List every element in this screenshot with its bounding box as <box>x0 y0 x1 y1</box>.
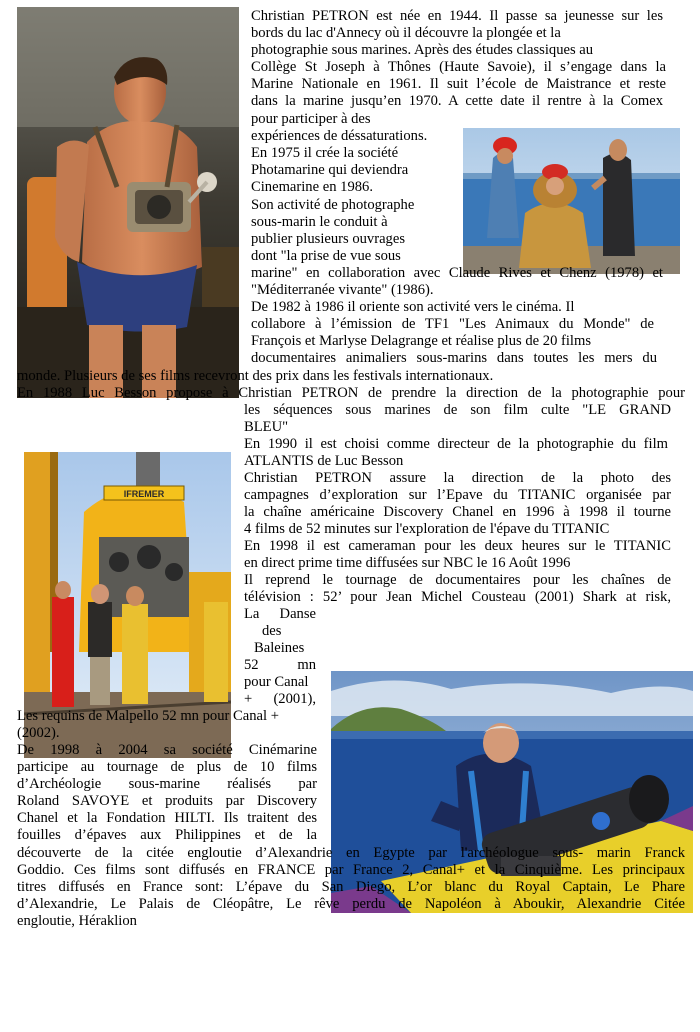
text-line: collabore à l’émission de TF1 "Les Animaux du Monde" de <box>251 316 654 332</box>
text-line: la chaîne américaine Discovery Chanel en 1996 à 1998 il tourne <box>244 504 671 520</box>
text-line: expériences de déssaturations. <box>251 128 428 144</box>
text-line: Baleines <box>254 640 305 656</box>
text-line: dans la marine jusqu’en 1970. A cette date il rentre à la Comex <box>251 93 663 109</box>
text-line: En 1990 il est choisi comme directeur de la photographie du film <box>244 436 668 452</box>
text-line: François et Marlyse Delagrange et réalise plus de 20 films <box>251 333 592 349</box>
text-line: bords du lac d'Annecy où il découvre la plongée et la <box>251 25 561 41</box>
text-line: En 1988 Luc Besson propose à Christian PETRON de prendre la direction de la photographie pour <box>17 385 685 401</box>
text-line: 4 films de 52 minutes sur l'exploration de l'épave du TITANIC <box>244 521 610 537</box>
text-line: les séquences sous marines de son film culte "LE GRAND <box>244 402 671 418</box>
text-line: Photamarine qui deviendra <box>251 162 409 178</box>
text-line: Roland SAVOYE et produits par Discovery <box>17 793 317 809</box>
text-line: Christian PETRON est née en 1944. Il passe sa jeunesse sur les <box>251 8 663 24</box>
text-line: monde. Plusieurs de ses films recevront des prix dans les festivals internationaux. <box>17 368 494 384</box>
text-line: campagnes d’exploration sur l’Epave du TITANIC organisée par <box>244 487 671 503</box>
text-line: Goddio. Ces films sont diffusés en FRANCE par France 2, Canal+ et la Cinquième. Les principaux <box>17 862 685 878</box>
text-line: (2002). <box>17 725 60 741</box>
text-line: + (2001), <box>244 691 316 707</box>
text-line: En 1975 il crée la société <box>251 145 399 161</box>
text-line: des <box>262 623 282 639</box>
text-line: En 1998 il est cameraman pour les deux heures sur le TITANIC <box>244 538 671 554</box>
text-line: en direct prime time diffusées sur NBC le 16 Août 1996 <box>244 555 571 571</box>
text-line: photographie sous marines. Après des études classiques au <box>251 42 594 58</box>
text-line: Chanel et la Fondation HILTI. Ils traitent des <box>17 810 317 826</box>
text-line: publier plusieurs ouvrages <box>251 231 406 247</box>
text-line: participe au tournage de plus de 10 films <box>17 759 317 775</box>
text-line: titres diffusés en France sont: L’épave du San Diego, L’or blanc du Royal Captain, Le Phare <box>17 879 685 895</box>
text-line: Son activité de photographe <box>251 197 415 213</box>
text-line: La Danse <box>244 606 316 622</box>
text-line: d’Alexandrie, Le Palais de Cléopâtre, Le rêve perdu de Napoléon à Aboukir, Alexandrie Citée <box>17 896 685 912</box>
text-line: sous-marin le conduit à <box>251 214 388 230</box>
text-line: De 1998 à 2004 sa société Cinémarine <box>17 742 317 758</box>
text-line: Les requins de Malpello 52 mn pour Canal + <box>17 708 279 724</box>
text-line: 52 mn <box>244 657 316 673</box>
text-line: Il reprend le tournage de documentaires pour les chaînes de <box>244 572 671 588</box>
text-line: BLEU" <box>244 419 289 435</box>
text-line: engloutie, Héraklion <box>17 913 137 929</box>
text-line: pour Canal <box>244 674 309 690</box>
text-line: documentaires animaliers sous-marins dans toutes les mers du <box>251 350 657 366</box>
ifremer-label: IFREMER <box>123 489 165 499</box>
diving-suit-photo <box>463 128 680 274</box>
text-line: Marine Nationale en 1961. Il suit l’école de Maistrance et reste <box>251 76 666 92</box>
text-line: dont "la prise de vue sous <box>251 248 401 264</box>
text-line: télévision : 52’ pour Jean Michel Cousteau (2001) Shark at risk, <box>244 589 671 605</box>
text-line: ATLANTIS de Luc Besson <box>244 453 404 469</box>
text-line: "Méditerranée vivante" (1986). <box>251 282 434 298</box>
text-line: découverte de la citée engloutie d’Alexandrie en Egypte par l'archéologue sous- marin Franck <box>17 845 685 861</box>
text-line: pour participer à des <box>251 111 371 127</box>
diver-portrait-photo <box>17 7 239 398</box>
text-line: De 1982 à 1986 il oriente son activité vers le cinéma. Il <box>251 299 575 315</box>
text-line: fouilles d’épaves aux Philippines et de la <box>17 827 317 843</box>
text-line: marine" en collaboration avec Claude Rives et Chenz (1978) et <box>251 265 663 281</box>
text-line: d’Archéologie sous-marine réalisés par <box>17 776 317 792</box>
text-line: Christian PETRON assure la direction de la photo des <box>244 470 671 486</box>
text-line: Cinemarine en 1986. <box>251 179 373 195</box>
text-line: Collège St Joseph à Thônes (Haute Savoie), il s’engage dans la <box>251 59 666 75</box>
